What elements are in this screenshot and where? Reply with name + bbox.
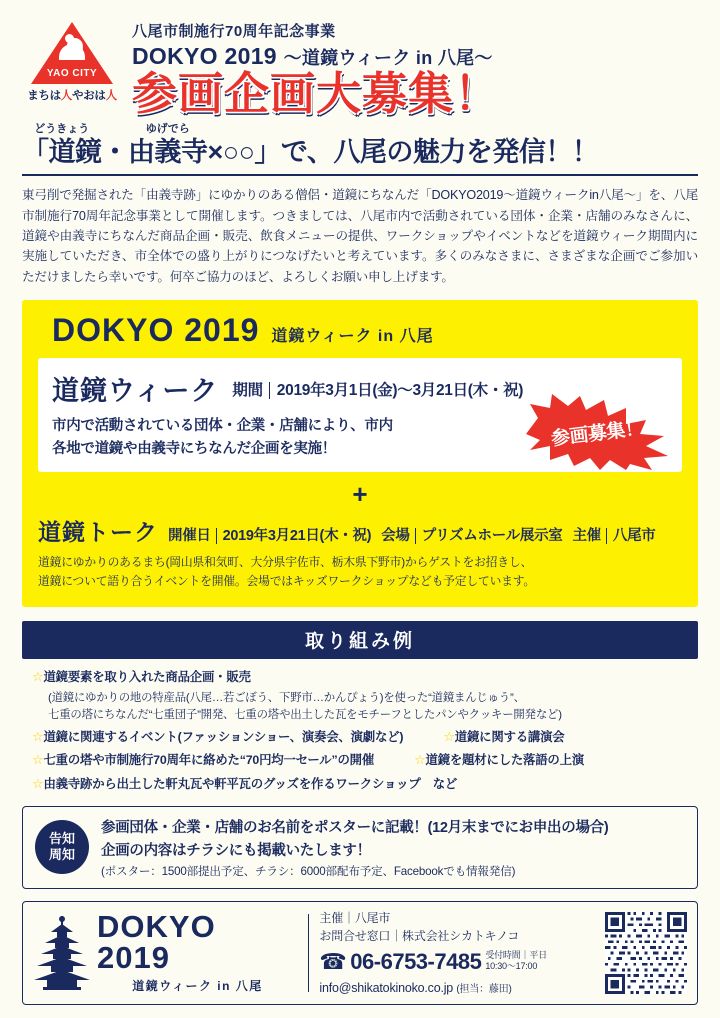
week-term-label: 期間 bbox=[232, 382, 269, 399]
dokyo-week-box bbox=[38, 358, 682, 472]
notice-line-1: 参画団体・企業・店舗のお名前をポスターに記載！(12月末までにお申出の場合) bbox=[101, 819, 609, 836]
phone-icon: ☎ bbox=[319, 948, 347, 974]
notice-line-2: 企画の内容はチラシにも掲載いたします！ bbox=[101, 842, 371, 859]
talk-note bbox=[38, 553, 682, 591]
footer-contact-line: お問合せ窓口｜株式会社シカトキノコ bbox=[319, 928, 520, 943]
ruby-dokyo: どうきょう bbox=[34, 122, 90, 135]
talk-note-line2: 道鏡について語り合うイベントを開催。会場ではキッズワークショップなども予定しています。 bbox=[38, 573, 536, 588]
example-item-4: ☆由義寺跡から出土した軒丸瓦や軒平瓦のグッズを作るワークショップ など bbox=[32, 775, 458, 791]
event-title-line: DOKYO 2019 〜道鏡ウィーク in 八尾〜 bbox=[132, 43, 493, 69]
catch-mid: ・ bbox=[101, 136, 128, 167]
week-desc-line2: 各地で道鏡や由義寺にちなんだ企画を実施！ bbox=[52, 440, 336, 457]
footer-logo-text bbox=[97, 911, 298, 994]
yellow-panel-header bbox=[38, 312, 682, 349]
catch-base-2: 由義寺 bbox=[128, 136, 208, 167]
week-term-value: 2019年3月1日(金)〜3月21日(木・祝) bbox=[276, 381, 524, 399]
talk-host-label: 主催 bbox=[572, 528, 606, 544]
intro-paragraph: 東弓削で発掘された「由義寺跡」にゆかりのある僧侶・道鏡にちなんだ「DOKYO2019〜道鏡ウィークin八尾〜」を、八尾市制施行70周年記念事業として開催します。つきましては、八尾市内で活動されている団体・企業・店舗のみなさんに、道鏡や由義寺にちなんだ商品企画・販売、飲食メニューの提供、ワークショップやイベントなどを道鏡ウィーク期間内に実施していただき、市全体での盛り上がりにつなげたいと考えています。多くのみなさまに、さまざまな企画でご参加いただけましたら幸いです。何卒ご協力のほど、よろしくお願い申し上げます。 bbox=[22, 188, 698, 284]
footer-logo-sub: 道鏡ウィーク in 八尾 bbox=[132, 979, 263, 994]
anniversary-line: 八尾市制施行70周年記念事業 bbox=[132, 23, 336, 40]
catch-tail: ×○○」で、八尾の魅力を発信！！ bbox=[207, 136, 599, 167]
footer-telephone[interactable]: ☎ 06-6753-7485 受付時間｜平日 10:30〜17:00 bbox=[319, 945, 595, 978]
dokyo-talk-row bbox=[38, 514, 682, 547]
notice-body bbox=[101, 816, 608, 879]
footer-host-line: 主催｜八尾市 bbox=[319, 910, 391, 925]
example-item-1-sub1: (道鏡にゆかりの地の特産品(八尾…若ごぼう、下野市…かんぴょう)を使った“道鏡まんじゅう”、 bbox=[48, 692, 525, 704]
ruby-yugedera: ゆげでら bbox=[145, 122, 190, 135]
notice-badge-line1: 告知 bbox=[48, 831, 75, 847]
star-icon: ☆ bbox=[32, 729, 44, 745]
footer-divider bbox=[308, 914, 309, 992]
pagoda-icon bbox=[33, 916, 91, 990]
yao-city-mark-icon bbox=[31, 22, 113, 84]
footer-box bbox=[22, 901, 698, 1005]
star-icon: ☆ bbox=[443, 729, 455, 745]
burst-text: 参画募集！ bbox=[550, 418, 645, 451]
example-item-2: ☆道鏡に関連するイベント(ファッションショー、演奏会、演劇など) ☆道鏡に関する講演会 bbox=[32, 729, 565, 745]
talk-date-label: 開催日 bbox=[168, 528, 217, 544]
footer-logo-title: DOKYO 2019 bbox=[97, 909, 216, 976]
catch-base-1: 「道鏡 bbox=[22, 136, 102, 167]
recruit-burst-badge bbox=[522, 394, 672, 470]
example-item-1: ☆道鏡要素を取り入れた商品企画・販売 bbox=[32, 668, 251, 684]
plus-symbol: + bbox=[352, 479, 368, 510]
star-icon: ☆ bbox=[32, 775, 44, 791]
week-desc-line1: 市内で活動されている団体・企業・店舗により、市内 bbox=[52, 418, 393, 435]
logo-city-text: YAO CITY bbox=[46, 68, 98, 79]
notice-badge-line2: 周知 bbox=[48, 847, 75, 863]
star-icon: ☆ bbox=[32, 668, 44, 684]
week-term bbox=[232, 378, 523, 400]
talk-venue-value: プリズムホール展示室 bbox=[421, 528, 563, 545]
example-item-1-sub2: 七重の塔にちなんだ“七重団子”開発、七重の塔や出土した瓦をモチーフとしたパンやクッキー開発など) bbox=[48, 709, 562, 722]
star-icon: ☆ bbox=[32, 752, 44, 768]
footer-contact bbox=[319, 909, 595, 998]
footer-hours: 受付時間｜平日 10:30〜17:00 bbox=[485, 949, 547, 971]
notice-box bbox=[22, 806, 698, 889]
footer-logo bbox=[33, 911, 298, 994]
main-headline: 参画企画大募集！ bbox=[132, 68, 501, 119]
header-text-block bbox=[132, 18, 698, 120]
example-item-3: ☆七重の塔や市制施行70周年に絡めた“70円均一セール”の開催 ☆道鏡を題材にした落語の上演 bbox=[32, 752, 585, 768]
talk-note-line1: 道鏡にゆかりのあるまち(岡山県和気町、大分県宇佐市、栃木県下野市)からゲストをお招きし、 bbox=[38, 555, 533, 570]
footer-email-line[interactable]: info@shikatokinoko.co.jp (担当：藤田) bbox=[319, 980, 512, 995]
notice-line-3: (ポスター：1500部提出予定、チラシ：6000部配布予定、Facebookでも情報発信) bbox=[101, 864, 516, 878]
talk-title: 道鏡トーク bbox=[38, 519, 158, 546]
catch-copy bbox=[22, 122, 698, 168]
qr-code bbox=[605, 912, 687, 994]
talk-date-value: 2019年3月21日(木・祝) bbox=[222, 528, 372, 545]
week-title: 道鏡ウィーク bbox=[52, 376, 219, 407]
yellow-subtitle: 道鏡ウィーク in 八尾 bbox=[271, 328, 434, 346]
talk-venue-label: 会場 bbox=[381, 528, 415, 544]
examples-bar-title: 取り組み例 bbox=[22, 621, 698, 659]
yellow-title: DOKYO 2019 bbox=[52, 312, 260, 349]
talk-host-value: 八尾市 bbox=[612, 528, 656, 545]
yellow-panel bbox=[22, 300, 698, 607]
poster-header bbox=[22, 18, 698, 120]
examples-list bbox=[22, 667, 698, 794]
catch-divider bbox=[22, 174, 698, 176]
yao-city-logo bbox=[22, 18, 122, 103]
logo-tagline: まちは人やおは人 bbox=[27, 90, 117, 102]
star-icon: ☆ bbox=[414, 752, 426, 768]
notice-badge bbox=[35, 820, 89, 874]
